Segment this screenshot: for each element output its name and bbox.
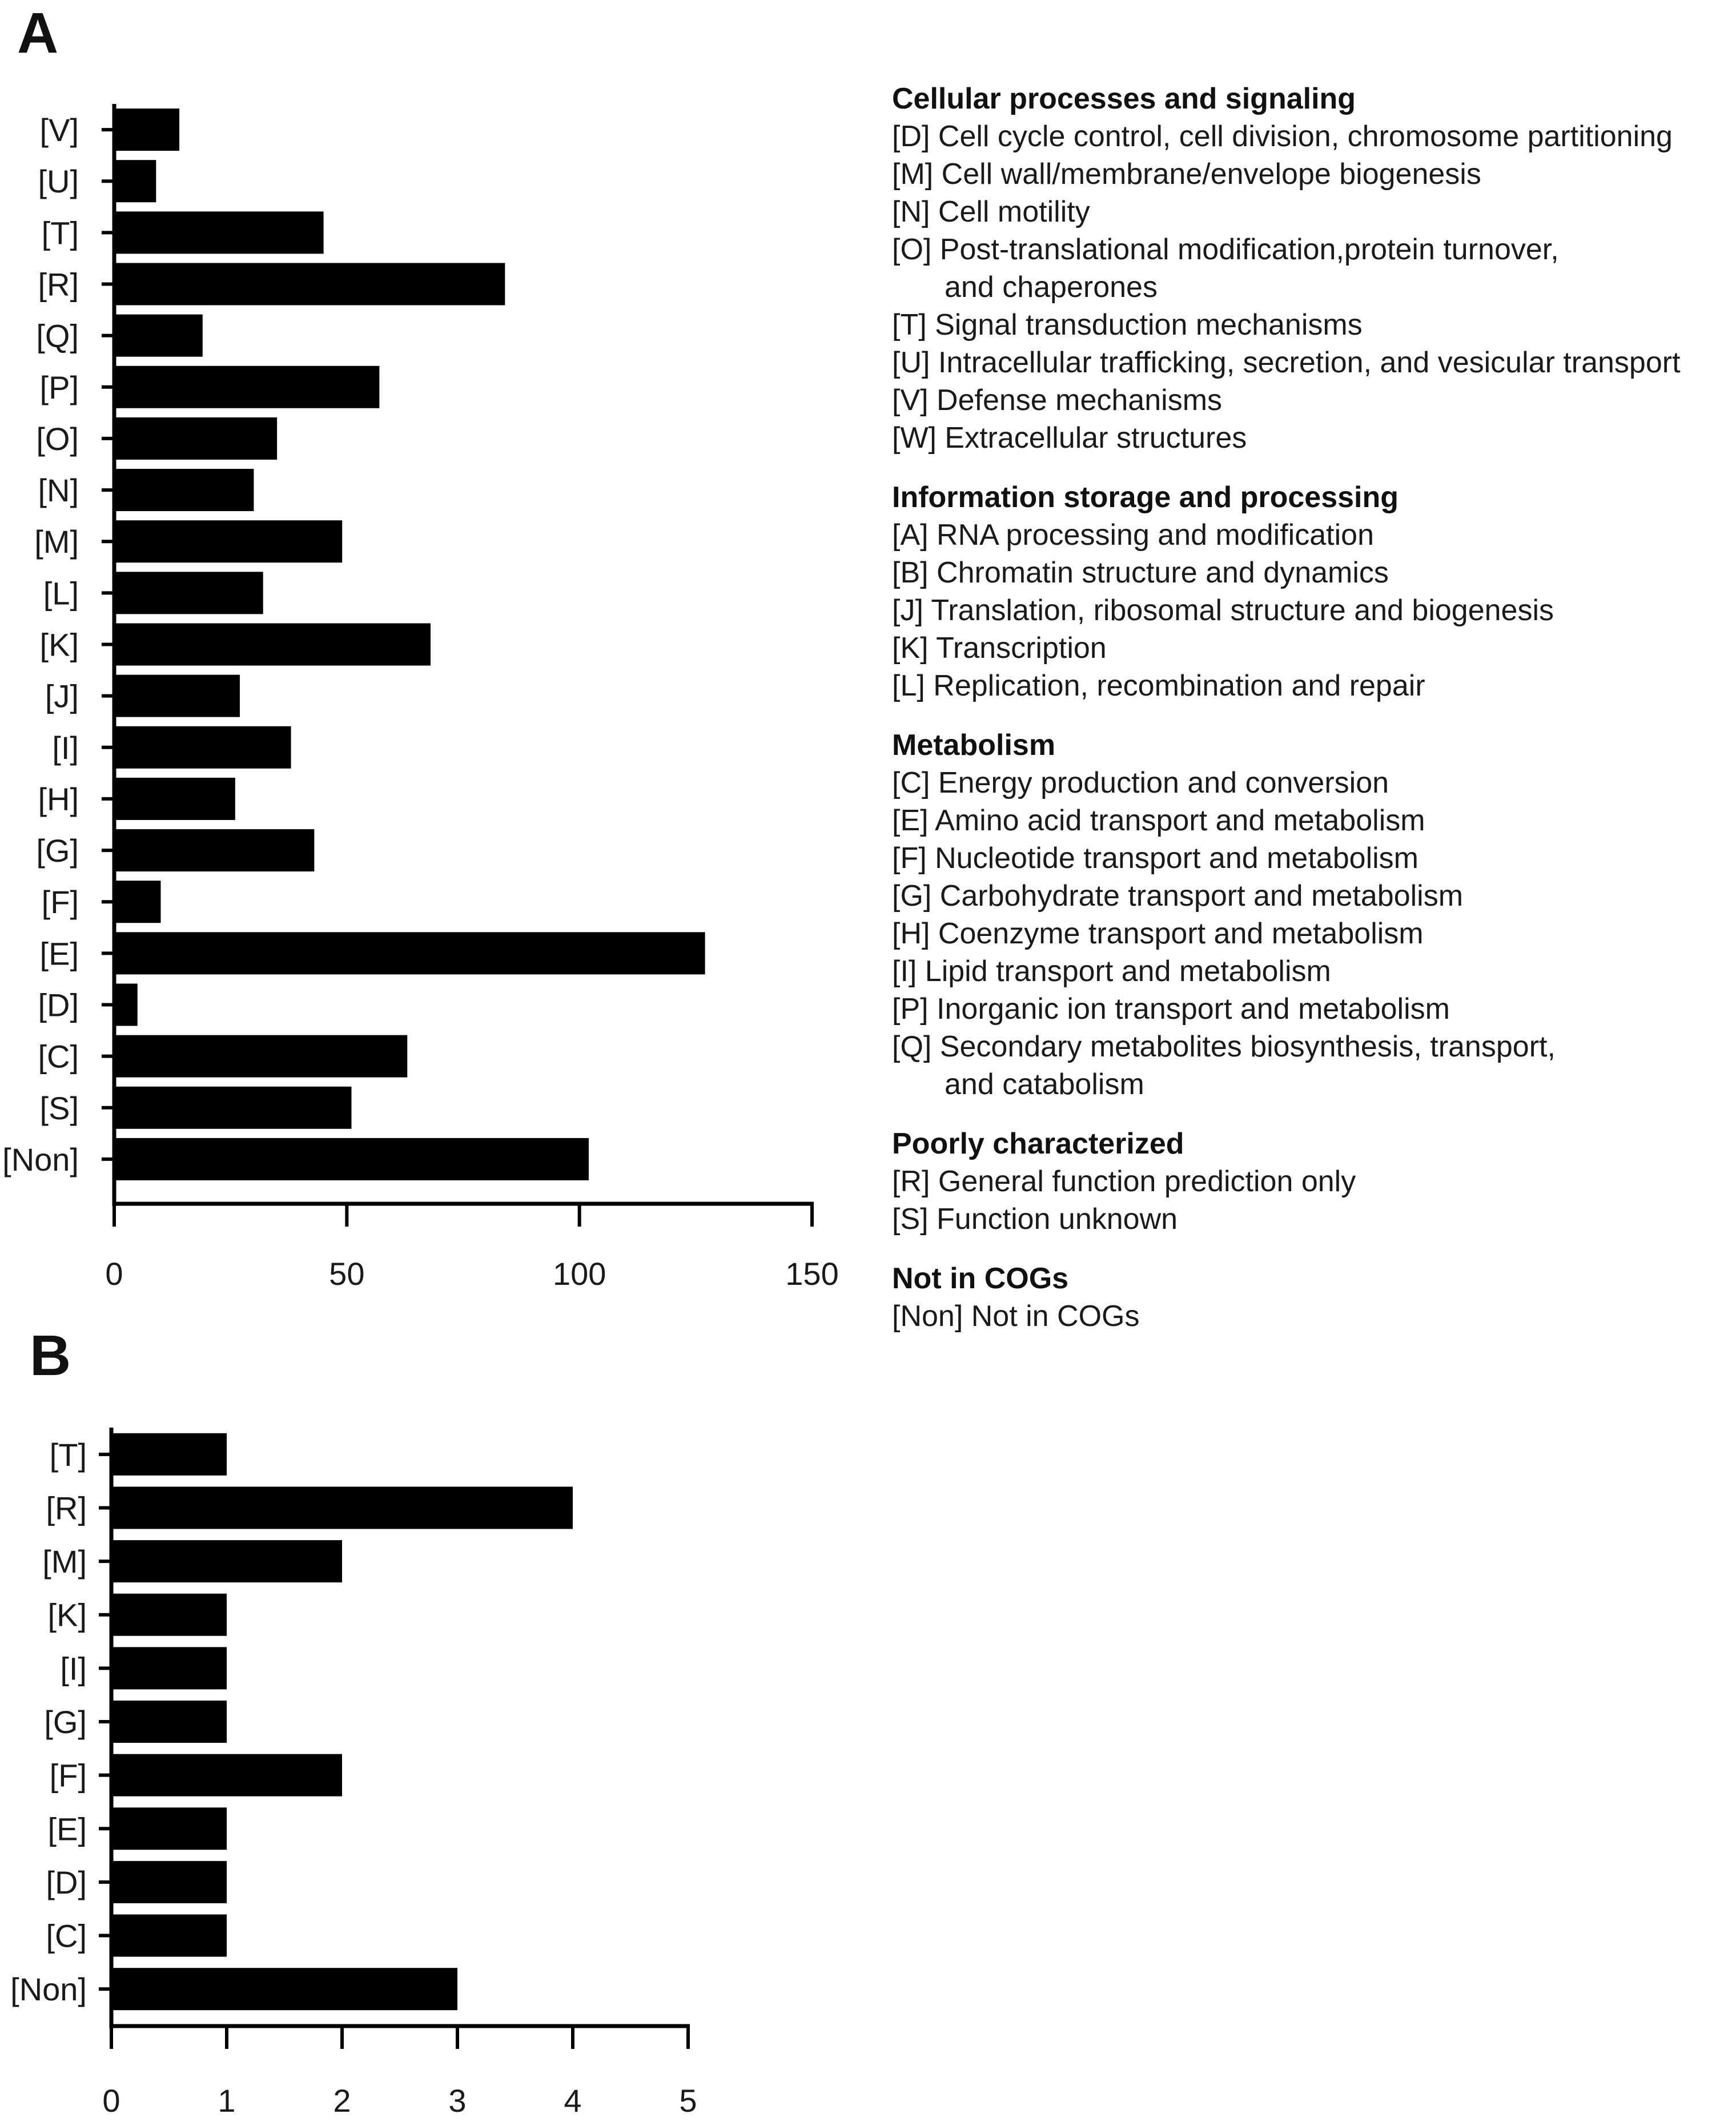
- legend-item: [Q] Secondary metabolites biosynthesis, transport,: [892, 1030, 1556, 1063]
- panel-b-category-label: [D]: [46, 1864, 87, 1900]
- panel-a-bar: [114, 572, 263, 614]
- panel-b-category-label: [E]: [47, 1811, 87, 1847]
- legend-item: [B] Chromatin structure and dynamics: [892, 556, 1389, 589]
- panel-b-bar: [111, 1486, 573, 1529]
- panel-a-bar: [114, 211, 324, 254]
- panel-b-bar: [111, 1540, 342, 1582]
- panel-a-bar: [114, 160, 156, 202]
- panel-b-category-label: [T]: [49, 1436, 87, 1473]
- legend-item: [J] Translation, ribosomal structure and biogenesis: [892, 594, 1554, 627]
- panel-a-category-label: [Non]: [2, 1141, 79, 1177]
- panel-b-category-label: [G]: [44, 1704, 87, 1740]
- legend-item: [S] Function unknown: [892, 1203, 1178, 1236]
- panel-a-x-tick-label: 50: [329, 1256, 365, 1292]
- legend-item: [F] Nucleotide transport and metabolism: [892, 842, 1418, 875]
- panel-a-x-tick-label: 0: [105, 1256, 123, 1292]
- legend-item: [D] Cell cycle control, cell division, chromosome partitioning: [892, 120, 1673, 153]
- panel-a-bar: [114, 417, 277, 460]
- panel-b-category-label: [R]: [46, 1490, 87, 1526]
- panel-b-x-tick-label: 0: [102, 2083, 120, 2119]
- panel-a-bar: [114, 1035, 407, 1078]
- panel-a-bar: [114, 1087, 351, 1129]
- panel-a-category-label: [T]: [41, 215, 79, 251]
- panel-a-bar: [114, 726, 291, 769]
- panel-b-bar: [111, 1594, 227, 1636]
- panel-b-bar: [111, 1968, 457, 2010]
- panel-a-x-tick-label: 100: [552, 1256, 606, 1292]
- panel-a-category-label: [F]: [41, 884, 79, 921]
- panel-a-bar: [114, 881, 160, 923]
- panel-a-bar: [114, 624, 431, 666]
- panel-b-x-tick-label: 4: [564, 2083, 582, 2119]
- legend-group-heading: Not in COGs: [892, 1262, 1069, 1295]
- panel-b-category-label: [Non]: [10, 1971, 87, 2008]
- legend-item: [T] Signal transduction mechanisms: [892, 308, 1363, 341]
- panel-a-bar: [114, 263, 505, 306]
- panel-a-category-label: [Q]: [36, 318, 79, 354]
- panel-a-category-label: [G]: [36, 833, 79, 869]
- legend-item: [M] Cell wall/membrane/envelope biogenesis: [892, 158, 1481, 191]
- legend-item: [Non] Not in COGs: [892, 1300, 1140, 1333]
- panel-a-bar: [114, 829, 314, 871]
- panel-a-bar: [114, 932, 705, 974]
- legend-item: and catabolism: [945, 1068, 1144, 1101]
- legend-group-heading: Metabolism: [892, 729, 1056, 762]
- panel-b-bar: [111, 1807, 227, 1850]
- legend-item: [C] Energy production and conversion: [892, 766, 1389, 799]
- panel-b-category-label: [I]: [60, 1650, 87, 1687]
- panel-a-bar: [114, 984, 138, 1026]
- legend-item: and chaperones: [945, 271, 1158, 304]
- panel-letter-b: B: [30, 1324, 71, 1388]
- panel-b-x-tick-label: 5: [679, 2083, 697, 2119]
- panel-b-x-tick-label: 1: [218, 2083, 236, 2119]
- panel-b-bar: [111, 1915, 227, 1957]
- panel-a-category-label: [I]: [52, 729, 79, 766]
- panel-a-category-label: [V]: [39, 112, 79, 148]
- panel-a-bar: [114, 520, 342, 562]
- legend-item: [A] RNA processing and modification: [892, 519, 1374, 552]
- panel-a-category-label: [J]: [45, 678, 79, 714]
- panel-b-x-tick-label: 2: [333, 2083, 351, 2119]
- legend-item: [K] Transcription: [892, 632, 1107, 665]
- legend-item: [G] Carbohydrate transport and metabolism: [892, 879, 1464, 913]
- legend-item: [P] Inorganic ion transport and metabolism: [892, 992, 1450, 1026]
- panel-a-category-label: [K]: [39, 626, 79, 663]
- panel-b-category-label: [F]: [49, 1757, 87, 1794]
- panel-a-category-label: [H]: [38, 781, 79, 817]
- panel-b-x-tick-label: 3: [448, 2083, 467, 2119]
- legend-item: [H] Coenzyme transport and metabolism: [892, 917, 1424, 950]
- panel-a-category-label: [D]: [38, 987, 79, 1023]
- legend-group-heading: Cellular processes and signaling: [892, 82, 1356, 115]
- panel-a-category-label: [E]: [39, 935, 79, 972]
- legend-item: [U] Intracellular trafficking, secretion, and vesicular transport: [892, 346, 1681, 379]
- panel-b-category-label: [K]: [47, 1597, 87, 1633]
- panel-a-bar: [114, 315, 203, 357]
- panel-a-bar: [114, 778, 235, 820]
- panel-b-bar: [111, 1754, 342, 1797]
- panel-b-category-label: [M]: [42, 1544, 87, 1580]
- panel-a-category-label: [R]: [38, 266, 79, 303]
- panel-a-category-label: [C]: [38, 1038, 79, 1075]
- legend-item: [N] Cell motility: [892, 195, 1090, 228]
- panel-a-x-tick-label: 150: [785, 1256, 839, 1292]
- legend-group-heading: Poorly characterized: [892, 1127, 1184, 1160]
- legend-item: [V] Defense mechanisms: [892, 384, 1223, 417]
- legend-group-heading: Information storage and processing: [892, 481, 1399, 514]
- legend-item: [L] Replication, recombination and repair: [892, 669, 1425, 702]
- legend-item: [R] General function prediction only: [892, 1165, 1356, 1198]
- panel-a-category-label: [N]: [38, 472, 79, 509]
- panel-b-bar: [111, 1701, 227, 1743]
- panel-a-bar: [114, 469, 254, 511]
- panel-a-category-label: [U]: [38, 163, 79, 200]
- panel-letter-a: A: [17, 1, 59, 65]
- panel-a-bar: [114, 675, 240, 717]
- legend-item: [E] Amino acid transport and metabolism: [892, 804, 1425, 837]
- legend-item: [O] Post-translational modification,protein turnover,: [892, 233, 1559, 266]
- panel-b-category-label: [C]: [46, 1918, 87, 1954]
- panel-a-category-label: [O]: [36, 420, 79, 457]
- panel-b-bar: [111, 1433, 227, 1476]
- panel-b-bar: [111, 1647, 227, 1689]
- panel-a-category-label: [L]: [43, 575, 79, 612]
- panel-a-category-label: [S]: [39, 1090, 79, 1126]
- panel-a-category-label: [M]: [34, 524, 79, 560]
- panel-a-bar: [114, 1138, 589, 1180]
- panel-a-category-label: [P]: [39, 369, 79, 405]
- panel-b-bar: [111, 1861, 227, 1903]
- legend-item: [I] Lipid transport and metabolism: [892, 955, 1331, 988]
- panel-a-bar: [114, 366, 379, 408]
- legend-item: [W] Extracellular structures: [892, 421, 1247, 455]
- panel-a-bar: [114, 108, 179, 151]
